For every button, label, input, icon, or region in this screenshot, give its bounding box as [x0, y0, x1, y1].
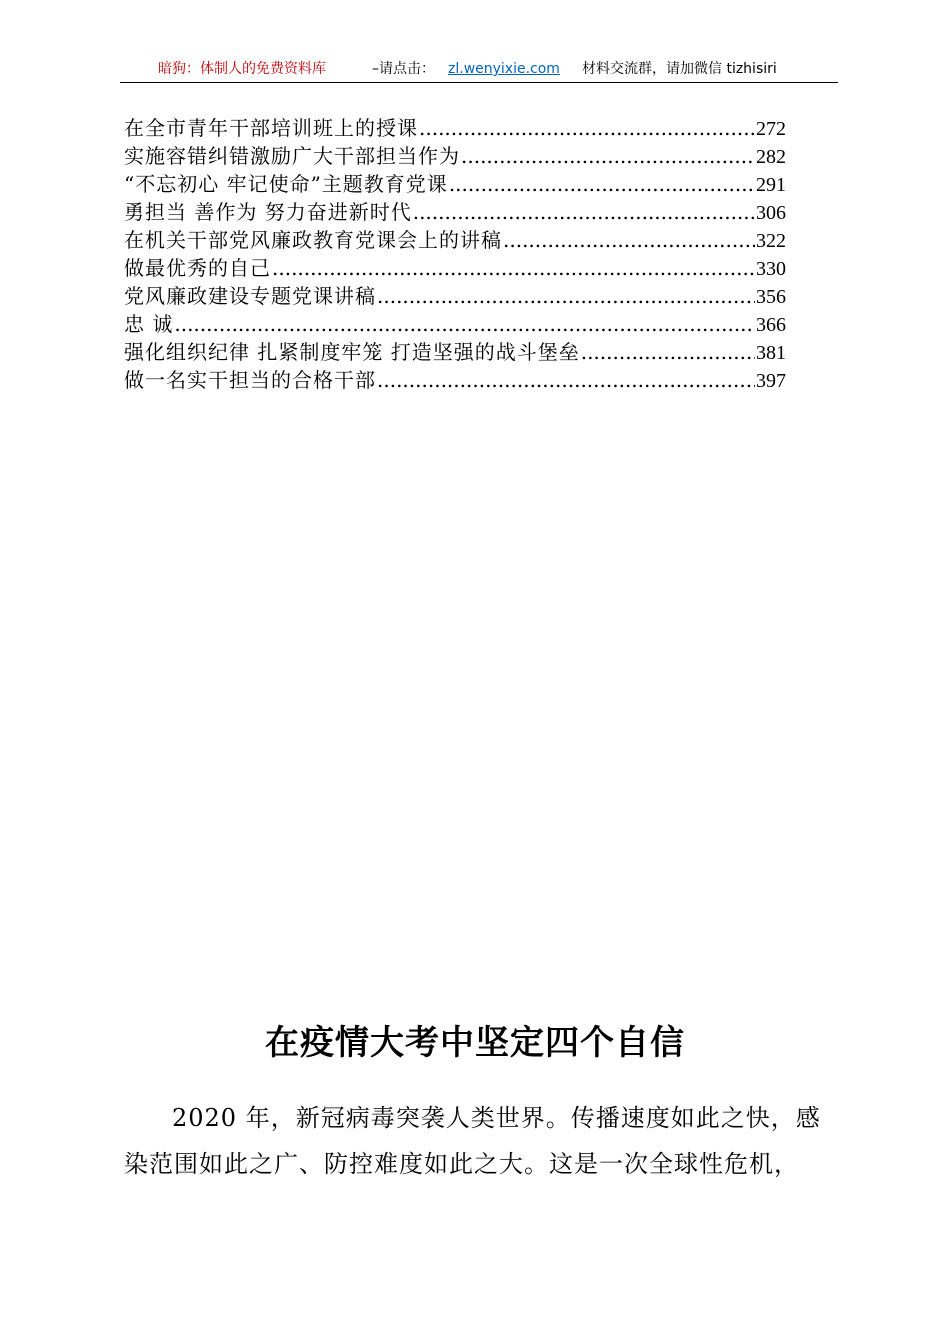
toc-entry-page: 282 — [756, 146, 786, 168]
toc-entry-title: 在全市青年干部培训班上的授课 — [124, 116, 418, 140]
toc-entry-page: 397 — [756, 370, 786, 392]
toc-entry[interactable] — [124, 142, 786, 170]
toc-entry-title: 在机关干部党风廉政教育党课会上的讲稿 — [124, 228, 502, 252]
body-text-line: 2020 年，新冠病毒突袭人类世界。传播速度如此之快，感 — [172, 1104, 821, 1132]
toc-entry-title: 党风廉政建设专题党课讲稿 — [124, 284, 376, 308]
toc-dot-leader — [503, 226, 755, 254]
toc-entry[interactable] — [124, 114, 786, 142]
toc-dot-leader — [272, 254, 755, 282]
toc-entry[interactable] — [124, 254, 786, 282]
toc-dot-leader — [461, 142, 755, 170]
header-brand: 暗狗：体制人的免费资料库 — [158, 61, 326, 77]
page-header — [120, 58, 838, 83]
toc-entry-page: 356 — [756, 286, 786, 308]
toc-entry-title: 做最优秀的自己 — [124, 256, 271, 280]
toc-entry-page: 306 — [756, 202, 786, 224]
toc-entry-title: “不忘初心 牢记使命”主题教育党课 — [124, 172, 448, 196]
toc-entry-title: 强化组织纪律 扎紧制度牢笼 打造坚强的战斗堡垒 — [124, 340, 580, 364]
toc-entry[interactable] — [124, 310, 786, 338]
toc-entry[interactable] — [124, 170, 786, 198]
header-link[interactable]: zl.wenyixie.com — [448, 61, 560, 77]
toc-dot-leader — [377, 366, 755, 394]
toc-dot-leader — [449, 170, 755, 198]
toc-entry-page: 291 — [756, 174, 786, 196]
body-text-line: 染范围如此之广、防控难度如此之大。这是一次全球性危机， — [124, 1150, 799, 1178]
toc-entry-title: 勇担当 善作为 努力奋进新时代 — [124, 200, 412, 224]
toc-entry-title: 做一名实干担当的合格干部 — [124, 368, 376, 392]
toc-entry-title: 忠 诚 — [124, 312, 174, 336]
toc-entry-page: 272 — [756, 118, 786, 140]
toc-entry[interactable] — [124, 282, 786, 310]
toc-entry[interactable] — [124, 226, 786, 254]
toc-entry-title: 实施容错纠错激励广大干部担当作为 — [124, 144, 460, 168]
toc-dot-leader — [377, 282, 755, 310]
header-wechat-note: 材料交流群，请加微信 tizhisiri — [582, 61, 777, 77]
toc-entry[interactable] — [124, 338, 786, 366]
header-prompt: –请点击： — [372, 61, 435, 77]
toc-dot-leader — [413, 198, 755, 226]
toc-entry-page: 381 — [756, 342, 786, 364]
toc-dot-leader — [174, 310, 755, 338]
toc-entry-page: 330 — [756, 258, 786, 280]
toc-dot-leader — [581, 338, 755, 366]
toc-entry[interactable] — [124, 198, 786, 226]
toc-entry-page: 322 — [756, 230, 786, 252]
toc-dot-leader — [419, 114, 755, 142]
toc-entry-page: 366 — [756, 314, 786, 336]
table-of-contents — [124, 114, 786, 394]
toc-entry[interactable] — [124, 366, 786, 394]
article-title: 在疫情大考中坚定四个自信 — [265, 1023, 685, 1063]
